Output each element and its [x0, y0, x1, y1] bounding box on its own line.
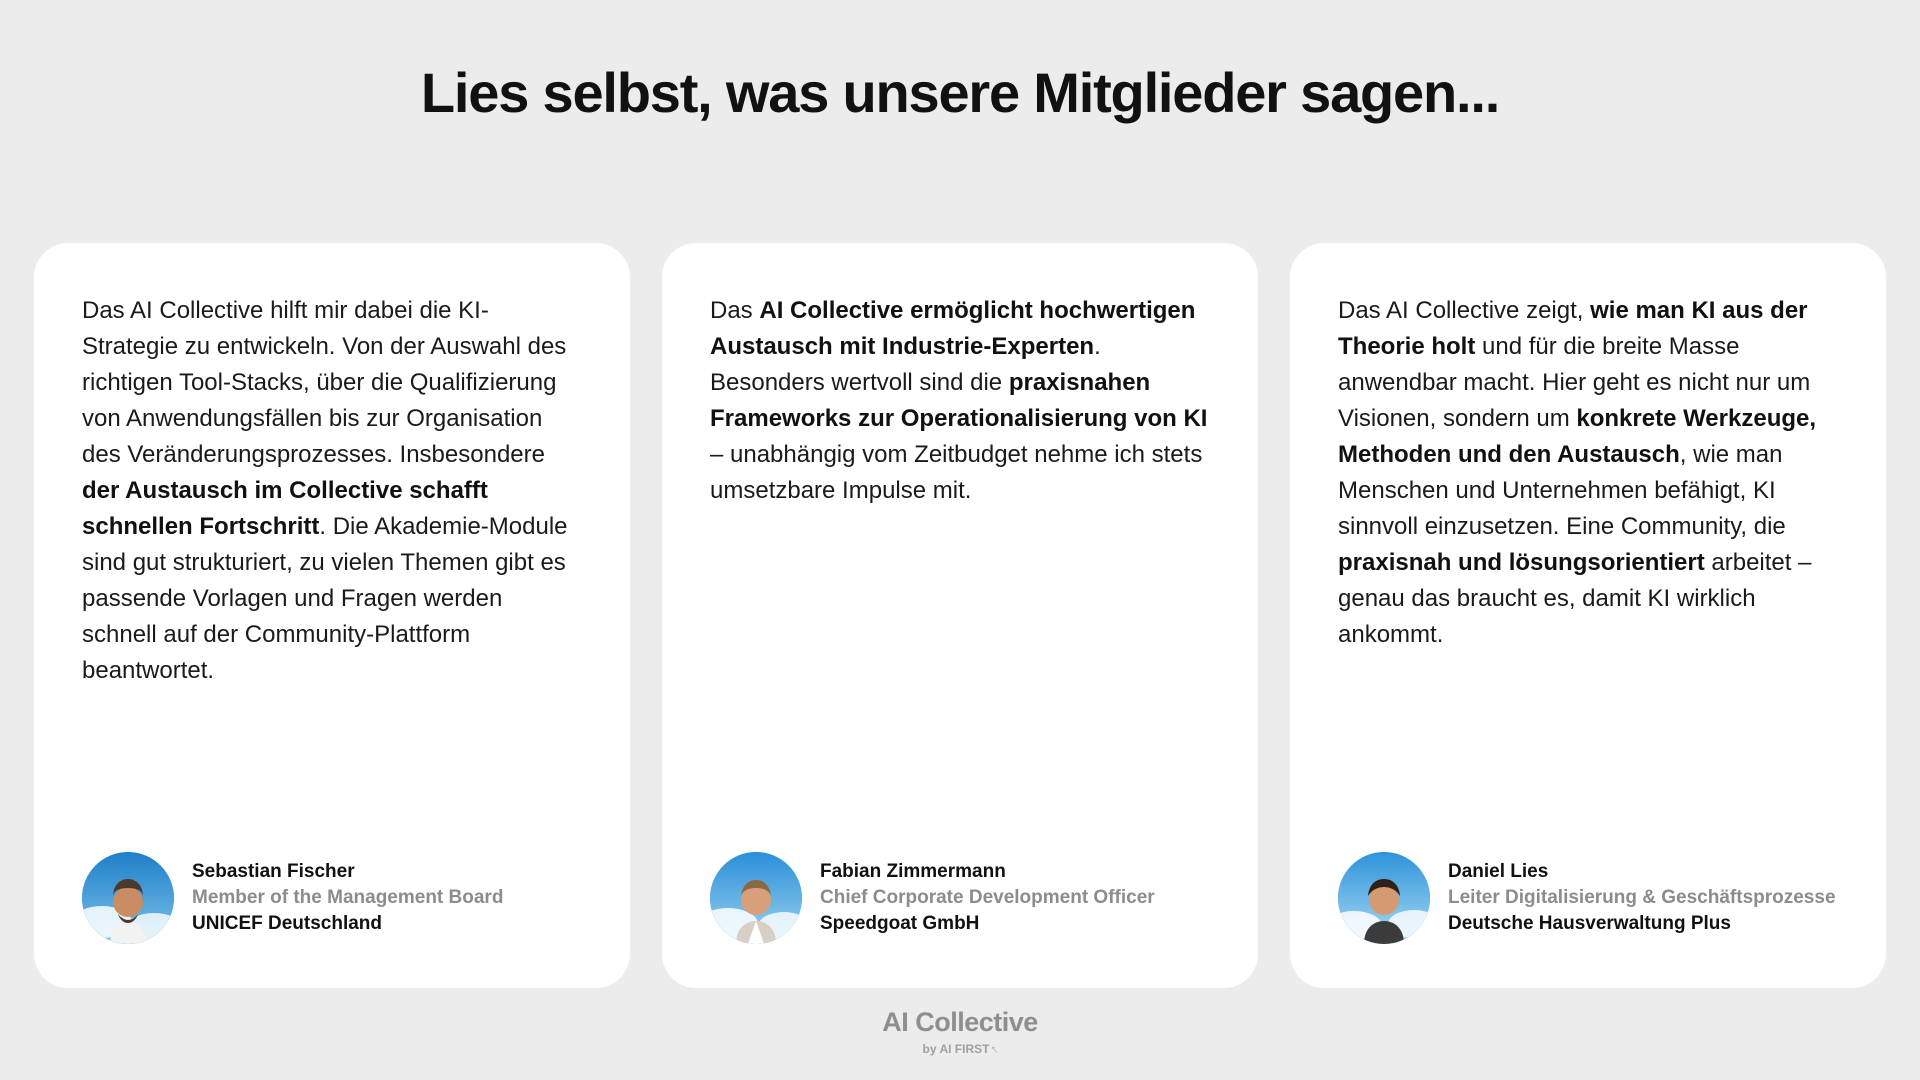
testimonial-card [34, 243, 630, 988]
testimonial-card [662, 243, 1258, 988]
page-title: Lies selbst, was unsere Mitglieder sagen... [420, 61, 1500, 124]
testimonial-author [1338, 852, 1838, 944]
author-role: Leiter Digitalisierung & Geschäftsprozesse [1448, 887, 1836, 909]
footer-parent-brand [0, 1042, 1920, 1056]
footer-parent-label: AI FIRST [939, 1042, 990, 1056]
author-name: Sebastian Fischer [192, 861, 355, 883]
avatar [1338, 852, 1430, 944]
avatar [82, 852, 174, 944]
author-company: UNICEF Deutschland [192, 913, 383, 935]
testimonial-card-list [34, 243, 1886, 988]
arrow-icon: ↑ [987, 1041, 1001, 1057]
footer-by-label: by [922, 1042, 937, 1056]
testimonial-author [82, 852, 582, 944]
author-company: Speedgoat GmbH [820, 913, 980, 935]
author-role: Chief Corporate Development Officer [820, 887, 1155, 909]
footer-brand: AI Collective [882, 1007, 1038, 1037]
testimonial-quote: Das AI Collective hilft mir dabei die KI-Strategie zu entwickeln. Von der Auswahl des richtigen Tool-Stacks, über die Qualifizierung von Anwendungsfällen bis zur Organisation des Veränderungsprozesses. Insbesondere der Austausch im Collective schafft schnellen Fortschritt. Die Akademie-Module sind gut strukturiert, zu vielen Themen gibt es passende Vorlagen und Fragen werden schnell auf der Community-Plattform beantwortet. [82, 297, 568, 685]
testimonial-quote: Das AI Collective zeigt, wie man KI aus der Theorie holt und für die breite Masse anwendbar macht. Hier geht es nicht nur um Visionen, sondern um konkrete Werkzeuge, Methoden und den Austausch, wie man Menschen und Unternehmen befähigt, KI sinnvoll einzusetzen. Eine Community, die praxisnah und lösungsorientiert arbeitet – genau das braucht es, damit KI wirklich ankommt. [1338, 297, 1817, 649]
testimonial-card [1290, 243, 1886, 988]
avatar [710, 852, 802, 944]
author-company: Deutsche Hausverwaltung Plus [1448, 913, 1731, 935]
footer [0, 1007, 1920, 1056]
testimonial-quote: Das AI Collective ermöglicht hochwertigen Austausch mit Industrie-Experten. Besonders wertvoll sind die praxisnahen Frameworks zur Operationalisierung von KI – unabhängig vom Zeitbudget nehme ich stets umsetzbare Impulse mit. [710, 297, 1208, 505]
testimonial-author [710, 852, 1210, 944]
author-name: Fabian Zimmermann [820, 861, 1006, 883]
author-name: Daniel Lies [1448, 861, 1549, 883]
author-role: Member of the Management Board [192, 887, 504, 909]
